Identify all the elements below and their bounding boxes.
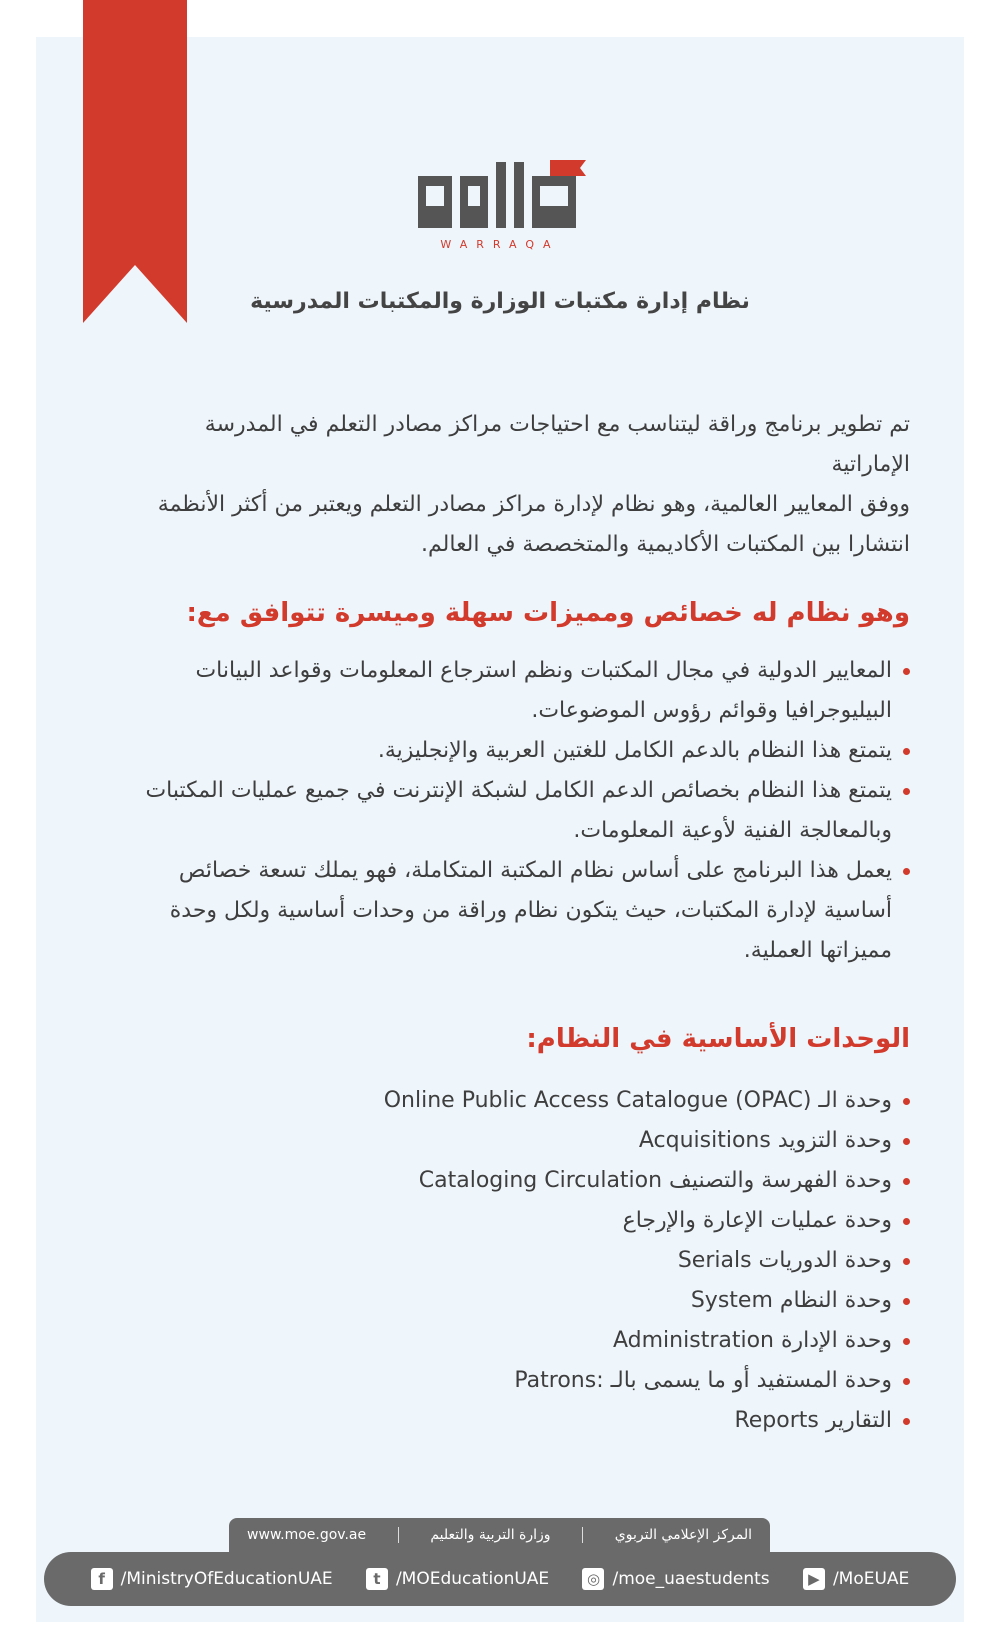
list-item: يعمل هذا البرنامج على أساس نظام المكتبة المتكاملة، فهو يملك تسعة خصائص أساسية لإدارة المكتبات، حيث يتكون نظام وراقة من وحدات أساسية ولكل وحدة مميزاتها العملية. [120, 851, 910, 971]
list-item: وحدة عمليات الإعارة والإرجاع [120, 1201, 910, 1241]
ministry-label: وزارة التربية والتعليم [430, 1527, 551, 1543]
warraqa-logo [410, 158, 590, 258]
website-link[interactable]: www.moe.gov.ae [247, 1527, 367, 1543]
logo-latin: WARRAQA [440, 238, 560, 251]
bullet-icon [903, 748, 910, 755]
list-item: التقارير Reports [120, 1401, 910, 1441]
red-ribbon-bookmark [83, 0, 187, 323]
bullet-icon [903, 1378, 910, 1385]
instagram-link[interactable] [582, 1568, 769, 1590]
bullet-icon [903, 668, 910, 675]
footer-info-tab [229, 1518, 770, 1552]
bullet-icon [903, 1258, 910, 1265]
list-item: وحدة الإدارة Administration [120, 1321, 910, 1361]
divider [582, 1527, 583, 1543]
modules-heading: الوحدات الأساسية في النظام: [526, 1024, 910, 1054]
intro-paragraph [120, 405, 910, 565]
intro-line: انتشارا بين المكتبات الأكاديمية والمتخصصة في العالم. [421, 532, 910, 557]
modules-list [120, 1081, 910, 1441]
list-item: وحدة الدوريات Serials [120, 1241, 910, 1281]
social-footer-bar [44, 1552, 956, 1606]
list-item: يتمتع هذا النظام بالدعم الكامل للغتين العربية والإنجليزية. [120, 731, 910, 771]
features-list [120, 651, 910, 971]
list-item: يتمتع هذا النظام بخصائص الدعم الكامل لشبكة الإنترنت في جميع عمليات المكتبات وبالمعالجة الفنية لأوعية المعلومات. [120, 771, 910, 851]
youtube-handle: /MoEUAE [832, 1569, 910, 1589]
bullet-icon [903, 1338, 910, 1345]
youtube-link[interactable] [803, 1568, 909, 1590]
bullet-icon [903, 1298, 910, 1305]
intro-line: تم تطوير برنامج وراقة ليتناسب مع احتياجات مراكز مصادر التعلم في المدرسة الإماراتية [204, 412, 910, 477]
intro-line: ووفق المعايير العالمية، وهو نظام لإدارة مراكز مصادر التعلم ويعتبر من أكثر الأنظمة [157, 492, 910, 517]
youtube-icon: ▶ [803, 1568, 825, 1590]
list-item: وحدة التزويد Acquisitions [120, 1121, 910, 1161]
page-subtitle: نظام إدارة مكتبات الوزارة والمكتبات المدرسية [250, 289, 750, 314]
media-center-label: المركز الإعلامي التربوي [614, 1527, 752, 1543]
bullet-icon [903, 1178, 910, 1185]
facebook-icon: f [91, 1568, 113, 1590]
list-item: وحدة المستفيد أو ما يسمى بالـ :Patrons [120, 1361, 910, 1401]
list-item: وحدة النظام System [120, 1281, 910, 1321]
bullet-icon [903, 1138, 910, 1145]
list-item: وحدة الفهرسة والتصنيف Cataloging Circulation [120, 1161, 910, 1201]
list-item: المعايير الدولية في مجال المكتبات ونظم استرجاع المعلومات وقواعد البيانات البيليوجرافيا وقوائم رؤوس الموضوعات. [120, 651, 910, 731]
divider [398, 1527, 399, 1543]
bullet-icon [903, 1098, 910, 1105]
bullet-icon [903, 788, 910, 795]
bullet-icon [903, 1418, 910, 1425]
facebook-handle: /MinistryOfEducationUAE [120, 1569, 333, 1589]
bullet-icon [903, 868, 910, 875]
instagram-handle: /moe_uaestudents [612, 1569, 770, 1589]
twitter-icon: t [366, 1568, 388, 1590]
main-content [120, 405, 910, 1441]
instagram-icon: ◎ [582, 1568, 604, 1590]
bullet-icon [903, 1218, 910, 1225]
features-heading: وهو نظام له خصائص ومميزات سهلة وميسرة تتوافق مع: [186, 598, 910, 628]
twitter-link[interactable] [366, 1568, 549, 1590]
facebook-link[interactable] [91, 1568, 333, 1590]
twitter-handle: /MOEducationUAE [395, 1569, 550, 1589]
list-item: وحدة الـ (OPAC) Online Public Access Catalogue [120, 1081, 910, 1121]
